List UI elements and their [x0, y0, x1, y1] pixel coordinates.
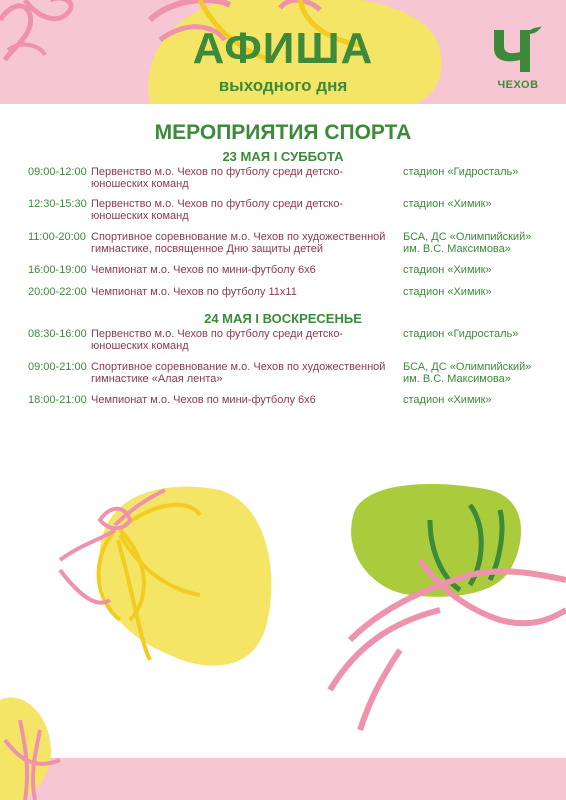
event-time: 08:30-16:00 — [28, 328, 87, 340]
pink-flower-right-icon — [330, 560, 566, 730]
footer-band — [0, 758, 566, 800]
event-title: Чемпионат м.о. Чехов по футболу 11х11 — [91, 286, 297, 298]
event-time: 16:00-19:00 — [28, 264, 87, 276]
event-venue: БСА, ДС «Олимпийский» им. В.С. Максимова» — [403, 361, 532, 385]
event-time: 11:00-20:00 — [28, 231, 86, 243]
event-time: 12:30-15:30 — [28, 198, 87, 210]
green-leaf-icon — [430, 505, 502, 590]
event-title: Чемпионат м.о. Чехов по мини-футболу 6х6 — [91, 394, 316, 406]
poster-subtitle: выходного дня — [218, 76, 348, 95]
event-row — [28, 231, 548, 265]
logo-text: ЧЕХОВ — [497, 79, 539, 91]
day-heading: 24 МАЯ I ВОСКРЕСЕНЬЕ — [204, 311, 362, 326]
event-row — [28, 328, 548, 362]
event-time: 18:00-21:00 — [28, 394, 87, 406]
event-row — [28, 394, 548, 428]
event-row — [28, 361, 548, 395]
event-title: Спортивное соревнование м.о. Чехов по художественной гимнастике «Алая лента» — [91, 361, 386, 385]
chekhov-logo-icon — [490, 24, 542, 78]
event-row — [28, 166, 548, 200]
event-venue: стадион «Химик» — [403, 394, 492, 406]
event-venue: БСА, ДС «Олимпийский» им. В.С. Максимова» — [403, 231, 532, 255]
yellow-flower-icon — [99, 505, 200, 660]
header-band — [0, 0, 566, 104]
event-title: Чемпионат м.о. Чехов по мини-футболу 6х6 — [91, 264, 316, 276]
event-venue: стадион «Гидросталь» — [403, 328, 519, 340]
event-venue: стадион «Химик» — [403, 286, 492, 298]
lime-blob-right — [351, 484, 521, 597]
section-title: МЕРОПРИЯТИЯ СПОРТА — [154, 121, 412, 144]
event-time: 09:00-21:00 — [28, 361, 87, 373]
event-title: Первенство м.о. Чехов по футболу среди детско-юношеских команд — [91, 166, 344, 190]
event-title: Первенство м.о. Чехов по футболу среди детско-юношеских команд — [91, 328, 344, 352]
event-row — [28, 198, 548, 232]
yellow-blob-left — [99, 487, 271, 666]
event-venue: стадион «Химик» — [403, 264, 492, 276]
event-venue: стадион «Химик» — [403, 198, 492, 210]
event-title: Спортивное соревнование м.о. Чехов по художественной гимнастике, посвященное Дню защиты детей — [91, 231, 386, 255]
poster-title: АФИША — [192, 24, 374, 73]
event-time: 09:00-12:00 — [28, 166, 87, 178]
day-heading: 23 МАЯ I СУББОТА — [222, 149, 344, 164]
event-venue: стадион «Гидросталь» — [403, 166, 519, 178]
event-time: 20:00-22:00 — [28, 286, 87, 298]
pink-flower-left-icon — [60, 490, 165, 603]
event-title: Первенство м.о. Чехов по футболу среди детско-юношеских команд — [91, 198, 344, 222]
